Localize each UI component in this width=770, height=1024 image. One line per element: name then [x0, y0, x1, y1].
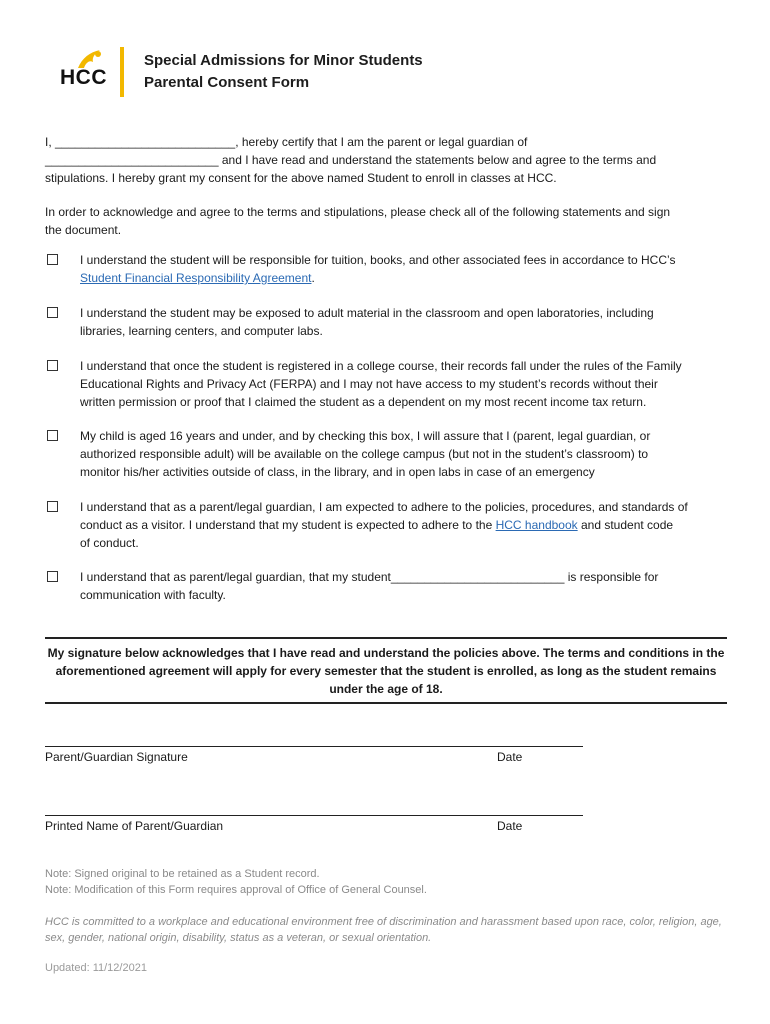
- checkbox-adult-material[interactable]: [47, 307, 58, 318]
- checkbox-communication[interactable]: [47, 571, 58, 582]
- statement-line: written permission or proof that I claimed the student as a dependent on my most recent income tax return.: [80, 395, 647, 409]
- statement-line: authorized responsible adult) will be available on the college campus (but not in the student’s classroom) to: [80, 447, 649, 461]
- hcc-logo: [60, 48, 116, 96]
- printed-name-line[interactable]: [45, 815, 583, 816]
- note-modification: Note: Modification of this Form requires approval of Office of General Counsel.: [45, 884, 427, 896]
- checkbox-age-16[interactable]: [47, 430, 58, 441]
- statement-line: I understand that as parent/legal guardian, that my student__________________________ is responsible for: [80, 570, 659, 584]
- intro-paragraph: [45, 133, 725, 187]
- checkbox-financial[interactable]: [47, 254, 58, 265]
- guardian-signature-line[interactable]: [45, 746, 583, 747]
- form-header: [60, 46, 423, 98]
- guardian-signature-label: Parent/Guardian Signature: [45, 750, 188, 764]
- instructions-paragraph: [45, 203, 725, 239]
- statement-line: I understand that once the student is registered in a college course, their records fall under the rules of the Family: [80, 359, 682, 373]
- statement-line: Educational Rights and Privacy Act (FERPA) and I may not have access to my student’s records without their: [80, 377, 658, 391]
- statement-punct: .: [311, 271, 315, 285]
- intro-line-3: stipulations. I hereby grant my consent for the above named Student to enroll in classes at HCC.: [45, 171, 557, 185]
- updated-date: Updated: 11/12/2021: [45, 962, 147, 974]
- notes: [45, 866, 427, 898]
- acknowledgement-box: My signature below acknowledges that I have read and understand the policies above. The terms and conditions in the aforementioned agreement will apply for every semester that the student is enrolled, as long as the student remains under the age of 18.: [45, 637, 727, 704]
- instructions-line-1: In order to acknowledge and agree to the terms and stipulations, please check all of the following statements and sign: [45, 205, 671, 219]
- statement-line: communication with faculty.: [80, 588, 226, 602]
- statement-line: libraries, learning centers, and computer labs.: [80, 324, 323, 338]
- printed-name-label: Printed Name of Parent/Guardian: [45, 819, 224, 833]
- statement-text: conduct as a visitor. I understand that my student is expected to adhere to the: [80, 518, 496, 532]
- eeo-statement: HCC is committed to a workplace and educational environment free of discrimination and harassment based upon race, color, religion, age, sex, gender, national origin, disability, status as a veteran, or sexual orientation.: [45, 916, 722, 944]
- statement-line: I understand that as a parent/legal guardian, I am expected to adhere to the policies, procedures, and standards of: [80, 500, 688, 514]
- intro-line-2: __________________________ and I have read and understand the statements below and agree to the terms and: [45, 153, 657, 167]
- checkbox-ferpa[interactable]: [47, 360, 58, 371]
- statement-line: My child is aged 16 years and under, and by checking this box, I will assure that I (parent, legal guardian, or: [80, 429, 651, 443]
- header-divider: [120, 47, 124, 97]
- financial-agreement-link[interactable]: Student Financial Responsibility Agreement: [80, 271, 312, 285]
- logo-text: HCC: [60, 66, 107, 89]
- statement-text: and student code: [577, 518, 674, 532]
- title-line-1: Special Admissions for Minor Students: [144, 52, 423, 69]
- instructions-line-2: the document.: [45, 223, 122, 237]
- printed-name-date-label: Date: [497, 819, 523, 833]
- hcc-handbook-link[interactable]: HCC handbook: [495, 518, 578, 532]
- signature-date-label: Date: [497, 750, 523, 764]
- form-title: [144, 50, 423, 94]
- statement-line: monitor his/her activities outside of class, in the library, and in open labs in case of an emergency: [80, 465, 595, 479]
- intro-line-1: I, ___________________________, hereby certify that I am the parent or legal guardian of: [45, 135, 528, 149]
- statement-line: I understand the student will be responsible for tuition, books, and other associated fees in accordance to HCC’s: [80, 253, 676, 267]
- statement-line: I understand the student may be exposed to adult material in the classroom and open laboratories, including: [80, 306, 654, 320]
- note-retained: Note: Signed original to be retained as a Student record.: [45, 868, 320, 880]
- checkbox-conduct[interactable]: [47, 501, 58, 512]
- title-line-2: Parental Consent Form: [144, 74, 310, 91]
- statement-line: of conduct.: [80, 536, 139, 550]
